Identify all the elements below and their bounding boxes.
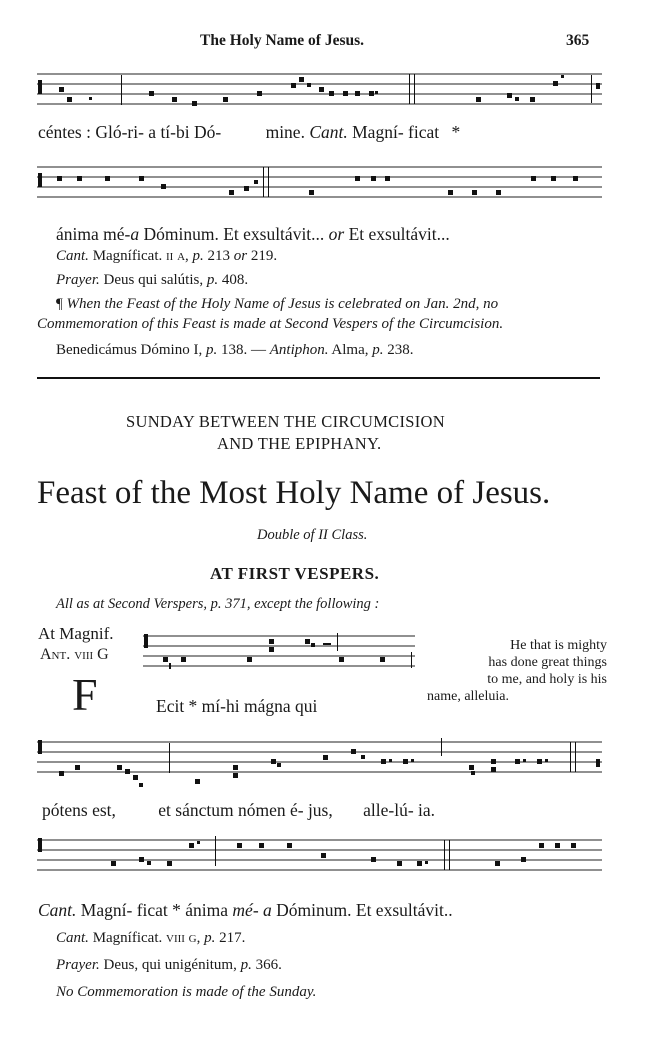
rubric-benedicamus bbox=[56, 342, 414, 359]
rubric-note-text: When the Feast of the Holy Name of Jesus is celebrated on Jan. 2nd, no bbox=[66, 296, 499, 312]
cant-label: Cant. bbox=[38, 900, 77, 920]
antiphon-label-2: Ant. viii G bbox=[40, 646, 109, 663]
rubric-cant-2 bbox=[56, 930, 245, 947]
rubric-page-marker: p. bbox=[204, 930, 216, 946]
rubric-note-line-1 bbox=[56, 296, 498, 313]
chant-staff-5 bbox=[37, 836, 602, 886]
rubric-text: Deus qui salútis, bbox=[103, 272, 204, 288]
antiphon-lyrics-2 bbox=[42, 800, 435, 821]
rubric-text: Benedicámus Dómino I, bbox=[56, 342, 203, 358]
rubric-label: Cant. bbox=[56, 248, 89, 264]
clef-mark bbox=[144, 634, 148, 648]
rubric-page-marker: p. bbox=[240, 957, 252, 973]
clef-mark bbox=[38, 173, 42, 187]
rubric-page-marker: p. bbox=[205, 342, 218, 358]
feast-title: Feast of the Most Holy Name of Jesus. bbox=[37, 475, 551, 511]
vespers-heading: AT FIRST VESPERS. bbox=[210, 564, 380, 583]
rubric-page: 366. bbox=[255, 957, 282, 973]
rubric-label: Prayer. bbox=[56, 272, 100, 288]
rubric-label: Cant. bbox=[56, 930, 89, 946]
chant-staff-4 bbox=[37, 738, 602, 790]
neume-group bbox=[59, 74, 600, 106]
neume-group bbox=[57, 167, 578, 197]
lyric-segment: céntes : Gló-ri- a tí-bi Dó- bbox=[38, 122, 222, 142]
chant-staff-3 bbox=[143, 632, 415, 680]
rubric-mode: viii g, bbox=[166, 930, 201, 946]
rubric-page-marker: p. bbox=[372, 342, 384, 358]
antiphon-lyrics-3 bbox=[38, 900, 453, 921]
drop-cap-initial: F bbox=[72, 669, 98, 720]
section-heading-line-1: SUNDAY BETWEEN THE CIRCUMCISION bbox=[126, 412, 445, 431]
section-divider bbox=[37, 377, 600, 379]
lyric-segment: mé- a bbox=[232, 900, 272, 920]
lyric-segment: Dóminum. Et exsultávit... bbox=[143, 224, 325, 244]
cant-label: Cant. bbox=[309, 122, 348, 142]
lyric-segment: Et exsultávit... bbox=[348, 224, 450, 244]
feast-rank: Double of II Class. bbox=[257, 527, 368, 543]
section-heading-line-2: AND THE EPIPHANY. bbox=[217, 434, 382, 453]
rubric-page: 219. bbox=[250, 248, 278, 264]
lyric-segment: or bbox=[328, 224, 345, 244]
lyric-segment: et sánctum nómen é- jus, bbox=[158, 800, 333, 820]
rubric-text: Alma, bbox=[331, 342, 369, 358]
chant-lyrics-1 bbox=[38, 122, 460, 143]
rubric-page-marker: p. bbox=[192, 248, 204, 264]
rubric-prayer bbox=[56, 272, 248, 289]
rubric-page-marker: p. bbox=[206, 272, 219, 288]
chant-lyrics-2 bbox=[56, 224, 450, 245]
chant-staff-2 bbox=[37, 163, 602, 211]
rubric-page: 213 bbox=[207, 248, 231, 264]
rubric-page: 408. bbox=[221, 272, 249, 288]
rubric-prayer-2 bbox=[56, 957, 282, 974]
lyric-segment: mine. bbox=[265, 122, 305, 142]
rubric-page: 217. bbox=[219, 930, 246, 946]
page-number: 365 bbox=[566, 32, 590, 49]
closing-rubric: No Commemoration is made of the Sunday. bbox=[56, 984, 317, 1000]
rubric-text: Deus, qui unigénitum, bbox=[103, 957, 237, 973]
rubric-text: Magníficat. bbox=[92, 930, 163, 946]
rubric-or: or bbox=[233, 248, 248, 264]
neume-group bbox=[163, 633, 412, 669]
lyric-segment: Magní- ficat bbox=[352, 122, 440, 142]
antiphon-translation bbox=[427, 637, 607, 705]
clef-mark bbox=[38, 740, 42, 754]
rubric-cant bbox=[56, 248, 277, 265]
rubric-page: 238. bbox=[387, 342, 414, 358]
rubric-text: Magníficat. bbox=[92, 248, 163, 264]
pilcrow-icon: ¶ bbox=[56, 296, 63, 312]
lyric-segment: ánima mé- bbox=[56, 224, 131, 244]
translation-line: has done great things bbox=[488, 655, 607, 670]
asterisk-mark: * bbox=[451, 122, 461, 142]
lyric-segment: pótens est, bbox=[42, 800, 116, 820]
rubric-mode: ii a, bbox=[166, 248, 189, 264]
page-header-title: The Holy Name of Jesus. bbox=[200, 32, 365, 49]
translation-line: name, alleluia. bbox=[427, 689, 510, 704]
translation-line: to me, and holy is his bbox=[487, 672, 607, 687]
lyric-segment: alle-lú- ia. bbox=[363, 800, 436, 820]
lyric-segment: Dóminum. Et exsultávit.. bbox=[276, 900, 453, 920]
lyric-segment: a bbox=[130, 224, 140, 244]
antiphon-lyrics-1: Ecit * mí-hi mágna qui bbox=[156, 696, 318, 716]
clef-mark bbox=[38, 80, 42, 94]
rubric-label: Antiphon. bbox=[269, 342, 329, 358]
neume-group bbox=[111, 836, 576, 870]
vespers-intro: All as at Second Verspers, p. 371, except the following : bbox=[56, 596, 380, 612]
rubric-label: Prayer. bbox=[56, 957, 100, 973]
chant-staff-1 bbox=[37, 70, 602, 118]
rubric-page: 138. — bbox=[220, 342, 266, 358]
translation-line: He that is mighty bbox=[510, 638, 607, 653]
clef-mark bbox=[38, 838, 42, 852]
lyric-segment: Magní- ficat * ánima bbox=[80, 900, 229, 920]
antiphon-label-1: At Magnif. bbox=[38, 624, 114, 643]
rubric-note-line-2: Commemoration of this Feast is made at Second Vespers of the Circumcision. bbox=[37, 316, 504, 332]
